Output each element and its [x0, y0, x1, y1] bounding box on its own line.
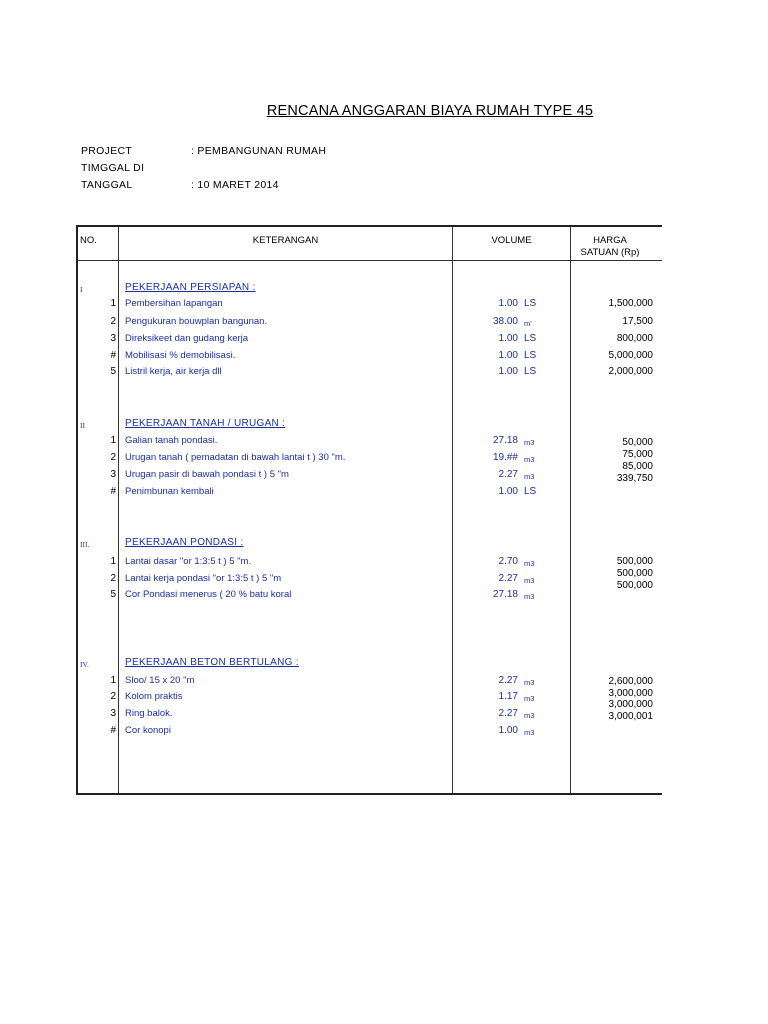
item-number: 2 — [110, 573, 116, 584]
info-label: TIMGGAL DI — [81, 162, 145, 174]
item-unit: m3 — [524, 559, 535, 568]
item-number: 3 — [110, 333, 116, 344]
section-number: I — [80, 285, 83, 294]
item-description: Kolom praktis — [125, 691, 183, 702]
item-description: Sloo/ 15 x 20 "m — [125, 675, 195, 686]
item-number: 1 — [110, 435, 116, 446]
header-harga — [571, 235, 649, 259]
item-price: 500,000 — [616, 556, 653, 567]
header-no: NO. — [80, 235, 97, 246]
item-number: # — [110, 725, 116, 736]
item-price: 1,500,000 — [608, 298, 653, 309]
section-title: PEKERJAAN TANAH / URUGAN : — [125, 418, 286, 429]
item-description: Lantai dasar "or 1:3:5 t ) 5 "m. — [125, 556, 252, 567]
info-label: PROJECT — [81, 145, 133, 157]
item-number: 2 — [110, 452, 116, 463]
item-number: 2 — [110, 316, 116, 327]
item-volume: 2.27 — [498, 675, 518, 686]
item-volume: 1.00 — [498, 725, 518, 736]
item-unit: LS — [524, 333, 537, 344]
item-description: Urugan tanah ( pemadatan di bawah lantai t ) 30 "m. — [125, 452, 346, 463]
item-volume: 1.00 — [498, 366, 518, 377]
item-price: 75,000 — [622, 449, 653, 460]
item-unit: m3 — [524, 455, 535, 464]
item-description: Galian tanah pondasi. — [125, 435, 218, 446]
item-number: 1 — [110, 556, 116, 567]
item-description: Direksikeet dan gudang kerja — [125, 333, 249, 344]
item-unit: m3 — [524, 711, 535, 720]
page-title: RENCANA ANGGARAN BIAYA RUMAH TYPE 45 — [266, 103, 594, 119]
item-volume: 2.70 — [498, 556, 518, 567]
item-unit: LS — [524, 366, 537, 377]
item-volume: 1.17 — [498, 691, 518, 702]
item-volume: 27.18 — [492, 435, 518, 446]
item-unit: m3 — [524, 438, 535, 447]
item-number: 5 — [110, 589, 116, 600]
item-price: 800,000 — [616, 333, 653, 344]
header-harga-line2: SATUAN (Rp) — [580, 247, 640, 258]
item-price: 3,000,000 — [608, 688, 653, 699]
section-number: II — [80, 421, 85, 430]
item-volume: 2.27 — [498, 469, 518, 480]
item-price: 85,000 — [622, 461, 653, 472]
item-description: Ring balok. — [125, 708, 173, 719]
item-volume: 27.18 — [492, 589, 518, 600]
item-description: Pembersihan lapangan — [125, 298, 223, 309]
info-label: TANGGAL — [81, 179, 133, 191]
item-price: 3,000,000 — [608, 699, 653, 710]
item-description: Mobilisasi % demobilisasi. — [125, 350, 236, 361]
item-price: 2,000,000 — [608, 366, 653, 377]
item-description: Lantai kerja pondasi "or 1:3:5 t ) 5 "m — [125, 573, 282, 584]
info-value: : 10 MARET 2014 — [191, 179, 279, 191]
column-divider — [452, 227, 453, 793]
section-title: PEKERJAAN BETON BERTULANG : — [125, 657, 299, 668]
item-volume: 1.00 — [498, 486, 518, 497]
item-unit: m3 — [524, 678, 535, 687]
item-price: 5,000,000 — [608, 350, 653, 361]
header-divider — [78, 260, 662, 261]
item-unit: LS — [524, 350, 537, 361]
item-unit: LS — [524, 298, 537, 309]
item-price: 50,000 — [622, 437, 653, 448]
item-volume: 1.00 — [498, 350, 518, 361]
item-number: 1 — [110, 298, 116, 309]
section-number: IV. — [80, 660, 89, 669]
column-divider — [118, 227, 119, 793]
header-keterangan: KETERANGAN — [252, 235, 319, 246]
item-price: 2,600,000 — [608, 676, 653, 687]
item-volume: 2.27 — [498, 573, 518, 584]
item-unit: m3 — [524, 728, 535, 737]
item-number: # — [110, 486, 116, 497]
item-price: 3,000,001 — [608, 711, 653, 722]
section-title: PEKERJAAN PONDASI : — [125, 537, 244, 548]
item-description: Cor Pondasi menerus ( 20 % batu koral — [125, 589, 292, 600]
item-unit: LS — [524, 486, 537, 497]
item-unit: m3 — [524, 694, 535, 703]
item-number: 5 — [110, 366, 116, 377]
item-number: 1 — [110, 675, 116, 686]
info-date — [81, 179, 279, 191]
item-unit: m3 — [524, 472, 535, 481]
item-price: 17,500 — [622, 316, 653, 327]
info-location — [81, 162, 191, 174]
item-number: 3 — [110, 708, 116, 719]
item-description: Pengukuran bouwplan bangunan. — [125, 316, 268, 327]
section-number: III. — [80, 540, 90, 549]
info-value: : PEMBANGUNAN RUMAH — [191, 145, 327, 157]
header-harga-line1: HARGA — [593, 235, 627, 246]
item-unit: m3 — [524, 592, 535, 601]
item-unit: m3 — [524, 576, 535, 585]
item-volume: 2.27 — [498, 708, 518, 719]
item-price: 500,000 — [616, 580, 653, 591]
item-volume: 38.00 — [492, 316, 518, 327]
item-price: 500,000 — [616, 568, 653, 579]
item-unit: m' — [524, 319, 532, 328]
item-number: # — [110, 350, 116, 361]
item-description: Urugan pasir di bawah pondasi t ) 5 "m — [125, 469, 289, 480]
item-description: Cor konopi — [125, 725, 171, 736]
item-number: 3 — [110, 469, 116, 480]
section-title: PEKERJAAN PERSIAPAN : — [125, 282, 256, 293]
item-price: 339,750 — [616, 473, 653, 484]
item-volume: 1.00 — [498, 298, 518, 309]
info-project — [81, 145, 326, 157]
item-description: Penimbunan kembali — [125, 486, 214, 497]
item-description: Listril kerja, air kerja dll — [125, 366, 222, 377]
item-volume: 19.## — [492, 452, 518, 463]
item-number: 2 — [110, 691, 116, 702]
header-volume: VOLUME — [491, 235, 532, 246]
item-volume: 1.00 — [498, 333, 518, 344]
